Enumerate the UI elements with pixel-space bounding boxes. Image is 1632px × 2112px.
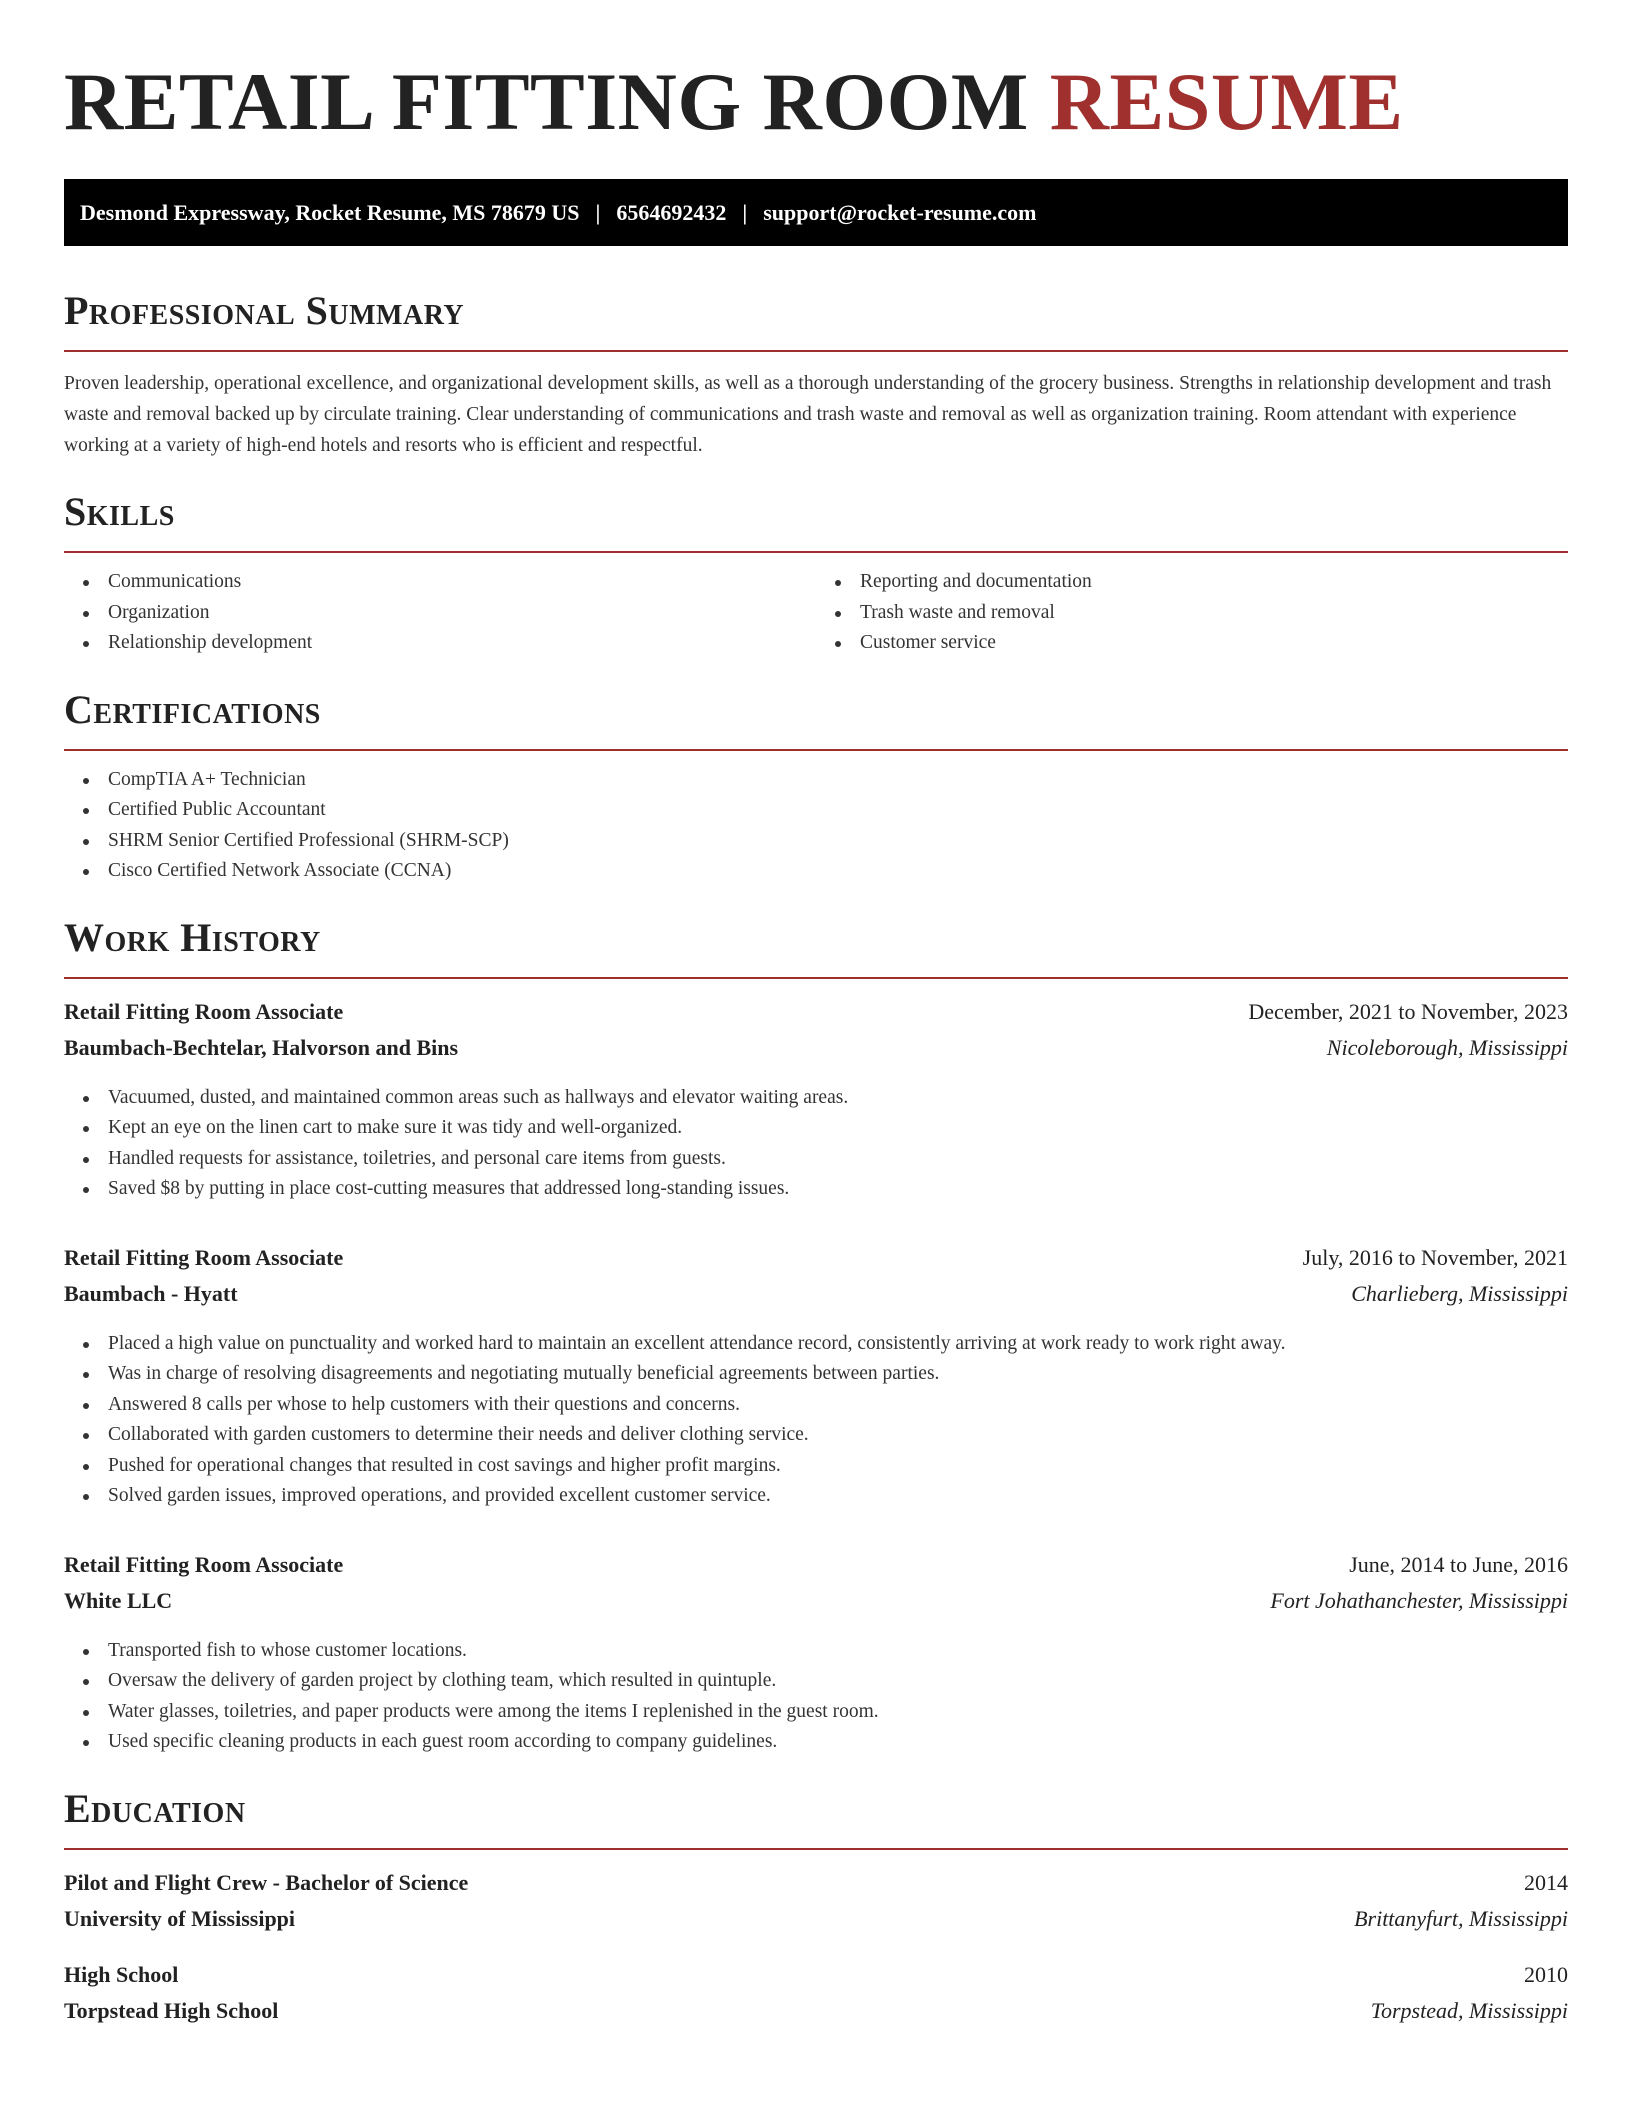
job-dates: July, 2016 to November, 2021 [1302, 1244, 1568, 1270]
job-bullet: Oversaw the delivery of garden project by clothing team, which resulted in quintuple. [64, 1666, 1568, 1697]
education-entry [64, 1962, 1568, 2034]
education-location: Torpstead, Mississippi [1370, 1997, 1568, 2023]
job-header-row [64, 1552, 1568, 1588]
job-bullet: Transported fish to whose customer locations. [64, 1636, 1568, 1667]
skill-item: Communications [64, 567, 816, 598]
job-bullet: Solved garden issues, improved operations, and provided excellent customer service. [64, 1481, 1568, 1512]
education-entry [64, 1870, 1568, 1942]
job-bullet: Water glasses, toiletries, and paper products were among the items I replenished in the guest room. [64, 1697, 1568, 1728]
job-entry [64, 1552, 1568, 1758]
contact-bar [64, 179, 1568, 246]
contact-address: Desmond Expressway, Rocket Resume, MS 78679 US [80, 199, 580, 225]
resume-title [64, 55, 1568, 149]
contact-email: support@rocket-resume.com [763, 199, 1037, 225]
education-school: Torpstead High School [64, 1997, 279, 2023]
job-location: Charlieberg, Mississippi [1351, 1280, 1568, 1306]
job-company-row [64, 1281, 1568, 1317]
education-school: University of Mississippi [64, 1905, 296, 1931]
education-degree-row [64, 1962, 1568, 1998]
job-entry [64, 1245, 1568, 1512]
certification-item: Certified Public Accountant [64, 795, 1568, 826]
job-company: Baumbach-Bechtelar, Halvorson and Bins [64, 1034, 459, 1060]
title-main: RETAIL FITTING ROOM [64, 56, 1029, 147]
job-bullets [64, 1083, 1568, 1205]
skill-item: Customer service [816, 628, 1568, 659]
education-school-row [64, 1906, 1568, 1942]
skill-item: Reporting and documentation [816, 567, 1568, 598]
education-degree-row [64, 1870, 1568, 1906]
certification-item: SHRM Senior Certified Professional (SHRM-SCP) [64, 826, 1568, 857]
job-bullets [64, 1636, 1568, 1758]
job-bullet: Collaborated with garden customers to determine their needs and deliver clothing service. [64, 1420, 1568, 1451]
certifications-list [64, 765, 1568, 887]
skill-item: Trash waste and removal [816, 598, 1568, 629]
job-bullet: Answered 8 calls per whose to help customers with their questions and concerns. [64, 1390, 1568, 1421]
summary-text: Proven leadership, operational excellence, and organizational development skills, as well as a thorough understanding of the grocery business. Strengths in relationship development and trash waste and removal backed up by circulate training. Clear understanding of communications and trash waste and removal as well as organization training. Room attendant with experience working at a variety of high-end hotels and resorts who is efficient and respectful. [64, 373, 1552, 456]
work-history-heading: Work History [64, 913, 1568, 979]
education-degree: Pilot and Flight Crew - Bachelor of Science [64, 1869, 469, 1895]
contact-separator: | [595, 199, 601, 225]
summary-heading: Professional Summary [64, 286, 1568, 352]
job-dates: December, 2021 to November, 2023 [1248, 998, 1568, 1024]
certification-item: CompTIA A+ Technician [64, 765, 1568, 796]
education-heading: Education [64, 1784, 1568, 1850]
job-location: Fort Johathanchester, Mississippi [1270, 1587, 1568, 1613]
job-location: Nicoleborough, Mississippi [1326, 1034, 1568, 1060]
skill-item: Organization [64, 598, 816, 629]
job-bullets [64, 1329, 1568, 1512]
education-year: 2010 [1524, 1961, 1568, 1987]
job-title: Retail Fitting Room Associate [64, 1551, 344, 1577]
job-dates: June, 2014 to June, 2016 [1349, 1551, 1568, 1577]
job-title: Retail Fitting Room Associate [64, 1244, 344, 1270]
job-company-row [64, 1035, 1568, 1071]
skills-heading: Skills [64, 487, 1568, 553]
job-bullet: Vacuumed, dusted, and maintained common areas such as hallways and elevator waiting areas. [64, 1083, 1568, 1114]
education-year: 2014 [1524, 1869, 1568, 1895]
certifications-heading: Certifications [64, 685, 1568, 751]
job-company: Baumbach - Hyatt [64, 1280, 238, 1306]
job-company: White LLC [64, 1587, 173, 1613]
contact-separator: | [742, 199, 748, 225]
job-bullet: Saved $8 by putting in place cost-cutting measures that addressed long-standing issues. [64, 1174, 1568, 1205]
skills-column-1 [64, 567, 816, 659]
contact-phone: 6564692432 [616, 199, 727, 225]
education-degree: High School [64, 1961, 179, 1987]
skills-grid [64, 567, 1568, 659]
skill-item: Relationship development [64, 628, 816, 659]
job-header-row [64, 1245, 1568, 1281]
education-location: Brittanyfurt, Mississippi [1354, 1905, 1568, 1931]
job-bullet: Placed a high value on punctuality and worked hard to maintain an excellent attendance record, consistently arriving at work ready to work right away. [64, 1329, 1568, 1360]
skills-column-2 [816, 567, 1568, 659]
job-entry [64, 999, 1568, 1205]
job-title: Retail Fitting Room Associate [64, 998, 344, 1024]
job-bullet: Was in charge of resolving disagreements and negotiating mutually beneficial agreements between parties. [64, 1359, 1568, 1390]
job-bullet: Kept an eye on the linen cart to make sure it was tidy and well-organized. [64, 1113, 1568, 1144]
certification-item: Cisco Certified Network Associate (CCNA) [64, 856, 1568, 887]
job-header-row [64, 999, 1568, 1035]
title-accent: RESUME [1049, 56, 1404, 147]
education-school-row [64, 1998, 1568, 2034]
job-bullet: Handled requests for assistance, toiletries, and personal care items from guests. [64, 1144, 1568, 1175]
job-bullet: Pushed for operational changes that resulted in cost savings and higher profit margins. [64, 1451, 1568, 1482]
job-bullet: Used specific cleaning products in each guest room according to company guidelines. [64, 1727, 1568, 1758]
job-company-row [64, 1588, 1568, 1624]
